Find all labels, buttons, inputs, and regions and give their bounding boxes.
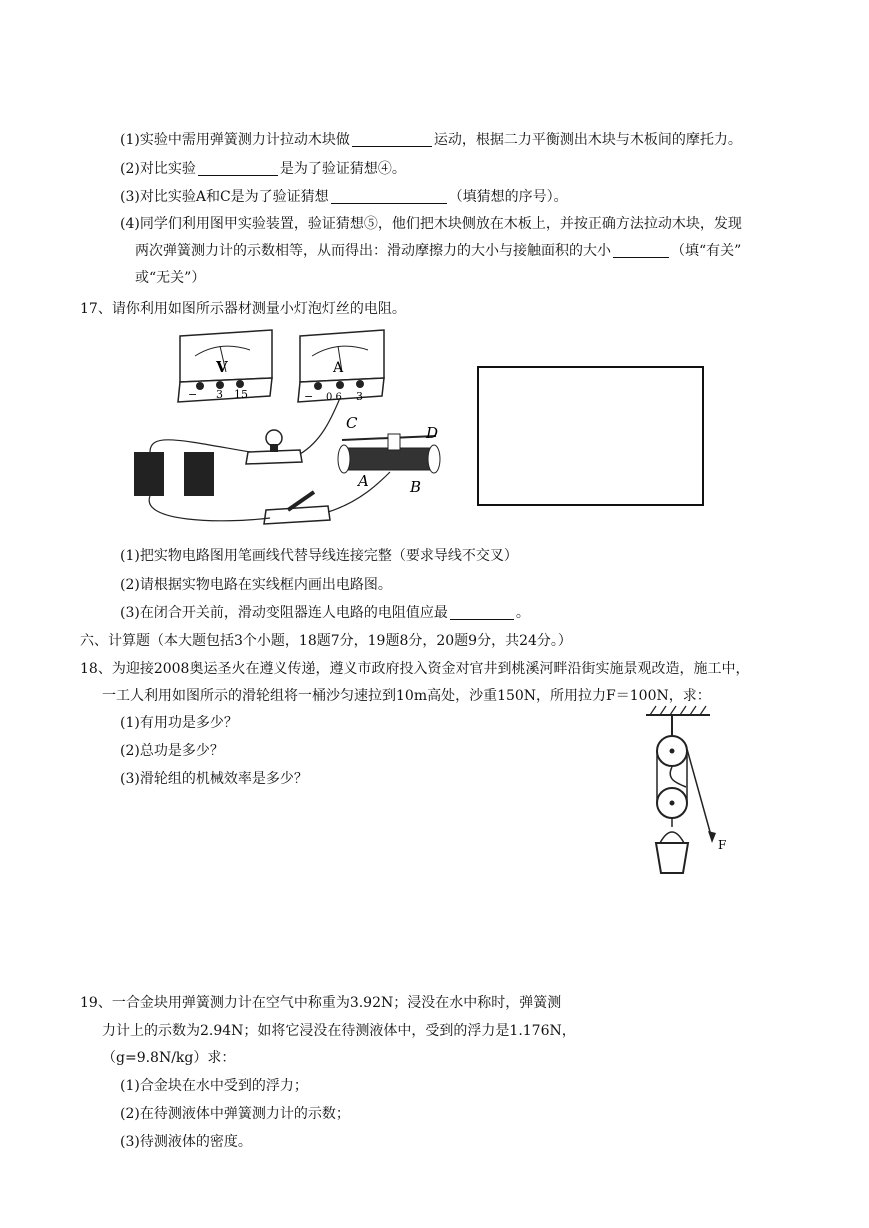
- answer-blank[interactable]: [450, 605, 514, 620]
- q18-stem-line2: 一工人利用如图所示的滑轮组将一桶沙匀速拉到10m高处，沙重150N，所用拉力F＝100N，求：: [102, 688, 711, 704]
- q19-part2: (2)在待测液体中弹簧测力计的示数；: [120, 1106, 350, 1122]
- q19-part3: (3)待测液体的密度。: [120, 1134, 252, 1150]
- svg-text:A: A: [358, 472, 369, 490]
- q18-stem-line1: 18、为迎接2008奥运圣火在遵义传递，遵义市政府投入资金对官井到桃溪河畔沿街实施景观改造，施工中，: [80, 661, 750, 677]
- answer-blank[interactable]: [331, 189, 447, 204]
- q16-part4: (4)同学们利用图甲实验装置，验证猜想⑤，他们把木块侧放在木板上，并按正确方法拉动木块，发现: [120, 216, 742, 232]
- bulb-on-holder: [246, 430, 302, 464]
- svg-text:A: A: [333, 360, 344, 376]
- q16-part1: (1)实验中需用弹簧测力计拉动木块做 运动，根据二力平衡测出木块与木板间的摩托力。: [120, 132, 742, 148]
- svg-text:−: −: [304, 390, 314, 403]
- q17-part2: (2)请根据实物电路在实线框内画出电路图。: [120, 577, 392, 593]
- q19-stem-line3: （g=9.8N/kg）求：: [102, 1050, 236, 1066]
- svg-text:−: −: [188, 388, 198, 401]
- knife-switch: [264, 492, 330, 524]
- q18-part3: (3)滑轮组的机械效率是多少？: [120, 771, 308, 787]
- q17-title: 17、请你利用如图所示器材测量小灯泡灯丝的电阻。: [80, 301, 406, 317]
- section-heading: 六、计算题（本大题包括3个小题，18题7分，19题8分，20题9分，共24分。）: [80, 633, 572, 649]
- circuit-apparatus-figure: [120, 322, 460, 530]
- q16-part4-end: 或“无关”）: [135, 270, 206, 286]
- svg-text:D: D: [426, 424, 439, 442]
- svg-text:C: C: [346, 414, 358, 432]
- circuit-diagram-answer-box[interactable]: [477, 366, 704, 506]
- answer-blank[interactable]: [198, 161, 278, 176]
- q16-part4-cont: 两次弹簧测力计的示数相等，从而得出：滑动摩擦力的大小与接触面积的大小 （填“有关”: [135, 243, 742, 259]
- q19-stem-line1: 19、一合金块用弹簧测力计在空气中称重为3.92N；浸没在水中称时，弹簧测: [80, 995, 562, 1011]
- q17-part1: (1)把实物电路图用笔画线代替导线连接完整（要求导线不交叉）: [120, 548, 518, 564]
- q16-part3: (3)对比实验A和C是为了验证猜想 （填猜想的序号）。: [120, 189, 568, 205]
- q19-stem-line2: 力计上的示数为2.94N；如将它浸没在待测液体中，受到的浮力是1.176N，: [102, 1023, 576, 1039]
- pulley-system-figure: [636, 703, 736, 895]
- svg-text:15: 15: [234, 388, 248, 401]
- q17-part3: (3)在闭合开关前，滑动变阻器连人电路的电阻值应最 。: [120, 605, 530, 621]
- svg-text:F: F: [718, 838, 727, 852]
- svg-text:3: 3: [216, 388, 223, 401]
- svg-text:3: 3: [356, 390, 363, 403]
- voltmeter: [178, 330, 272, 402]
- q18-part1: (1)有用功是多少？: [120, 715, 238, 731]
- battery-cell: [184, 452, 214, 496]
- q16-part2: (2)对比实验 是为了验证猜想④。: [120, 161, 406, 177]
- sand-bucket: [656, 843, 688, 873]
- svg-text:0.6: 0.6: [326, 392, 342, 403]
- ammeter: [298, 330, 384, 403]
- battery-cell: [134, 452, 164, 496]
- answer-blank[interactable]: [613, 243, 669, 258]
- sliding-rheostat: [338, 414, 440, 496]
- q19-part1: (1)合金块在水中受到的浮力；: [120, 1078, 308, 1094]
- answer-blank[interactable]: [352, 132, 432, 147]
- q18-part2: (2)总功是多少？: [120, 743, 224, 759]
- svg-text:V: V: [216, 358, 228, 376]
- svg-text:B: B: [410, 478, 422, 496]
